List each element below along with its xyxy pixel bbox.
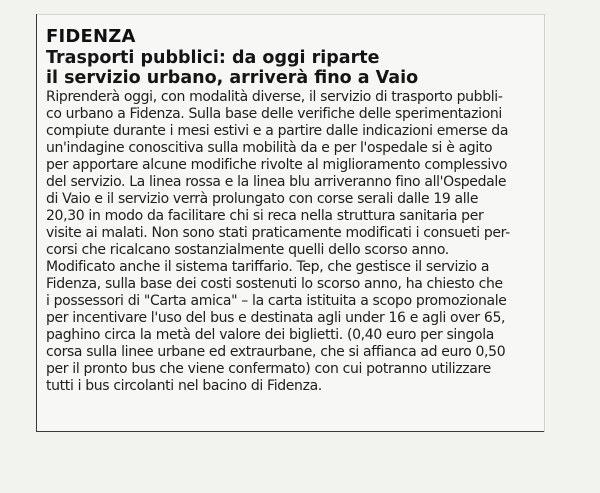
- article-headline: [46, 48, 542, 88]
- body-line: i possessori di "Carta amica" – la carta istituita a scopo promozionale: [46, 293, 507, 309]
- body-line: visite ai malati. Non sono stati praticamente modificati i consueti per-: [46, 225, 510, 241]
- body-line: co urbano a Fidenza. Sulla base delle verifiche delle sperimentazioni: [46, 106, 502, 122]
- body-line: corsa sulla linee urbane ed extraurbane, che si affianca ad euro 0,50: [46, 344, 506, 360]
- clipping-right-edge: [544, 14, 545, 432]
- body-line: compiute durante i mesi estivi e a partire dalle indicazioni emerse da: [46, 123, 509, 139]
- headline-line: Trasporti pubblici: da oggi riparte: [46, 48, 380, 68]
- clipping-left-rule: [36, 14, 37, 432]
- body-line: per incentivare l'uso del bus e destinata agli under 16 e agli over 65,: [46, 310, 506, 326]
- article-kicker: FIDENZA: [46, 26, 136, 47]
- body-line: del servizio. La linea rossa e la linea blu arriveranno fino all'Ospedale: [46, 174, 507, 190]
- body-line: tutti i bus circolanti nel bacino di Fidenza.: [46, 378, 322, 394]
- body-line: corsi che ricalcano sostanzialmente quelli dello scorso anno.: [46, 242, 449, 258]
- body-line: Riprenderà oggi, con modalità diverse, il servizio di trasporto pubbli-: [46, 89, 503, 105]
- body-line: Fidenza, sulla base dei costi sostenuti lo scorso anno, ha chiesto che: [46, 276, 503, 292]
- body-line: Modificato anche il sistema tariffario. Tep, che gestisce il servizio a: [46, 259, 490, 275]
- article: [46, 26, 542, 395]
- body-line: paghino circa la metà del valore dei biglietti. (0,40 euro per singola: [46, 327, 495, 343]
- article-body: [46, 89, 542, 395]
- body-line: 20,30 in modo da facilitare chi si reca nella struttura sanitaria per: [46, 208, 484, 224]
- body-line: un'indagine conoscitiva sulla mobilità da e per l'ospedale si è agito: [46, 140, 493, 156]
- body-line: per il pronto bus che viene confermato) con cui potranno utilizzare: [46, 361, 491, 377]
- headline-line: il servizio urbano, arriverà fino a Vaio: [46, 68, 419, 88]
- clipping-bottom-rule: [36, 431, 544, 432]
- body-line: per apportare alcune modifiche rivolte al miglioramento complessivo: [46, 157, 508, 173]
- body-line: di Vaio e il servizio verrà prolungato con corse serali dalle 19 alle: [46, 191, 479, 207]
- clipping-top-edge: [36, 14, 546, 15]
